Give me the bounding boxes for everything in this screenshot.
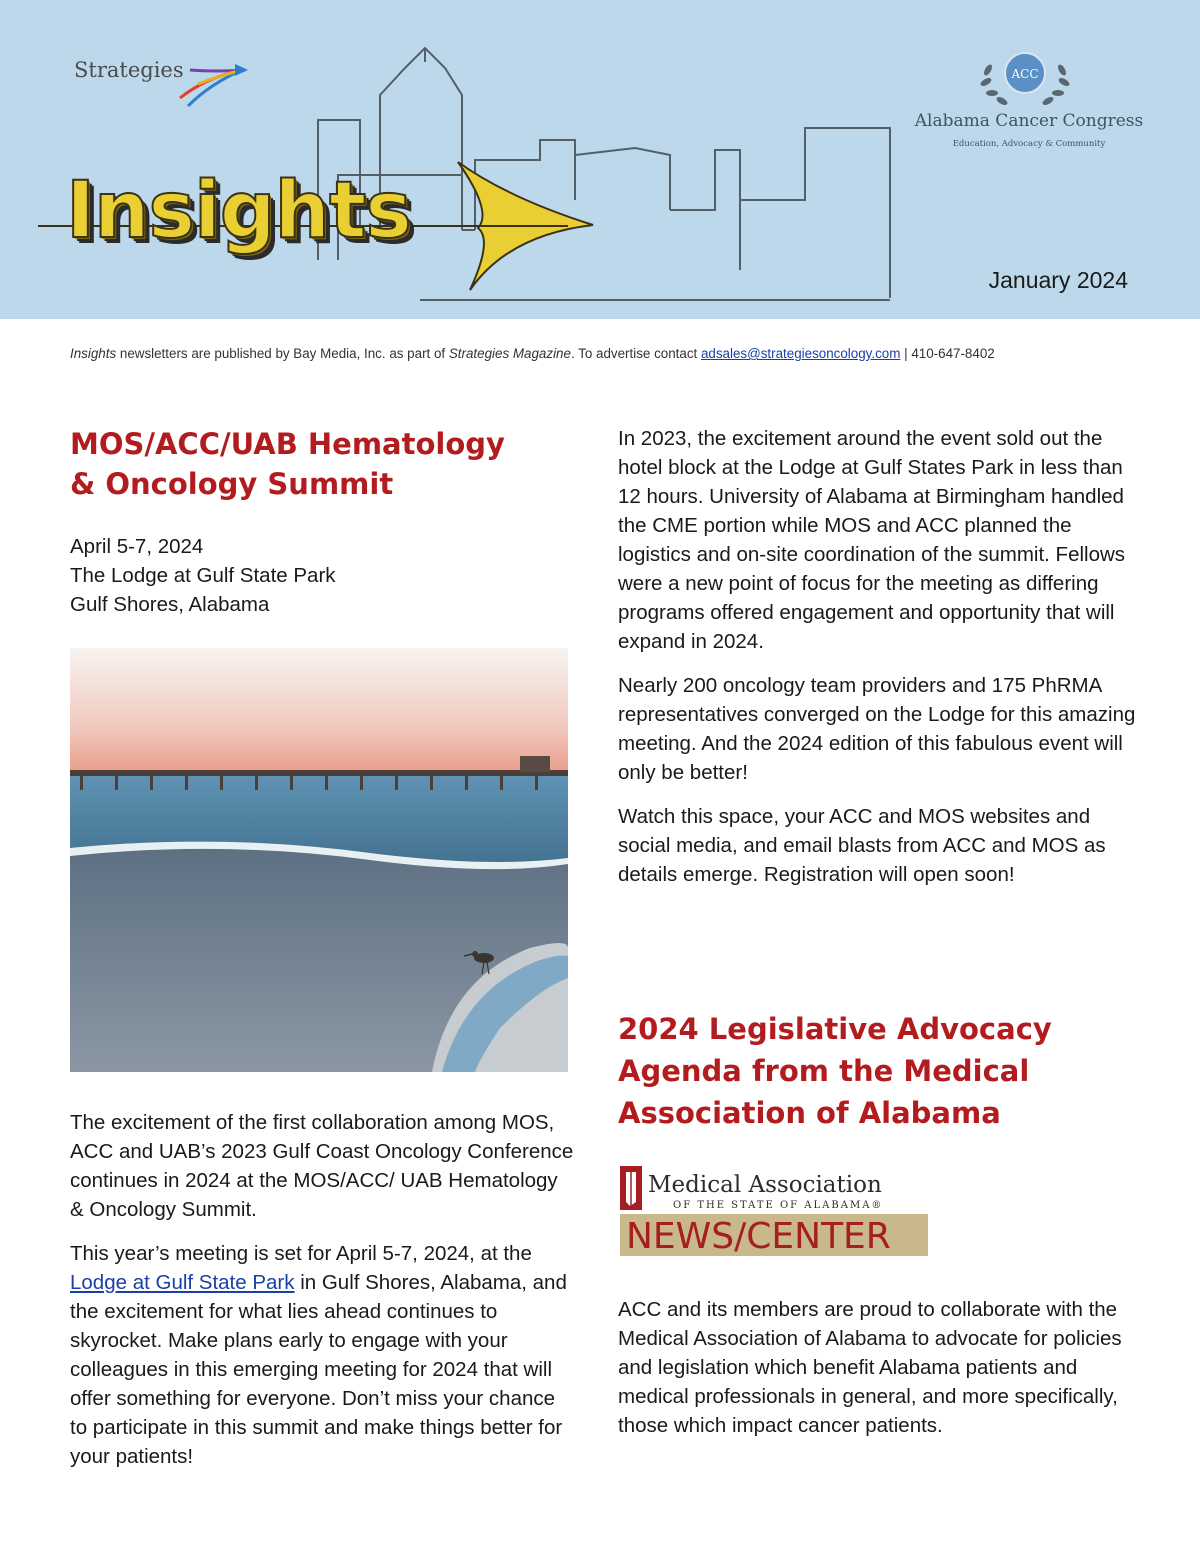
advocacy-headline-line1: 2024 Legislative Advocacy: [618, 1012, 1052, 1046]
summit-body-left: [70, 1108, 575, 1471]
advocacy-headline-line2: Agenda from the Medical: [618, 1054, 1030, 1088]
mas-logo-line2: OF THE STATE OF ALABAMA®: [673, 1200, 884, 1211]
acc-badge-text: ACC: [1011, 67, 1039, 81]
summit-paragraph-2-end: in Gulf Shores, Alabama, and the excitement for what lies ahead continues to skyrocket. Make plans early to engage with your colleagues in this emerging meeting for 2024 that will offer something for everyone. Don’t miss your chance to participate in this summit and make things better for your patients!: [70, 1271, 567, 1468]
acc-tagline: Education, Advocacy & Community: [952, 139, 1106, 149]
medical-association-news-center-logo: [620, 1162, 930, 1262]
publisher-text-2: . To advertise contact: [570, 346, 701, 361]
newsletter-header: [0, 0, 1200, 319]
summit-location: Gulf Shores, Alabama: [70, 593, 270, 616]
mas-logo-line1: Medical Association: [648, 1172, 882, 1198]
summit-paragraph-3: In 2023, the excitement around the event sold out the hotel block at the Lodge at Gulf States Park in less than 12 hours. University of Alabama at Birmingham handled the CME portion while MOS and ACC planned the logistics and on-site coordination of the summit. Fellows were a new point of focus for the meeting as differing programs offered engagement and opportunity that will expand in 2024.: [618, 427, 1126, 653]
summit-paragraph-2: [70, 1239, 575, 1471]
mas-logo-line3: NEWS/CENTER: [626, 1216, 891, 1257]
summit-paragraph-2-start: This year’s meeting is set for April 5-7, 2024, at the: [70, 1242, 532, 1265]
lodge-link[interactable]: Lodge at Gulf State Park: [70, 1271, 295, 1294]
summit-paragraph-5: Watch this space, your ACC and MOS websites and social media, and email blasts from ACC and MOS as details emerge. Registration will open soon!: [618, 805, 1106, 886]
advertising-email-link[interactable]: adsales@strategiesoncology.com: [700, 346, 901, 361]
summit-date: April 5-7, 2024: [70, 535, 204, 558]
issue-date: January 2024: [988, 267, 1128, 293]
strategies-logo-text: Strategies: [74, 58, 184, 82]
summit-headline-line1: MOS/ACC/UAB Hematology: [70, 427, 505, 461]
summit-paragraph-4: Nearly 200 oncology team providers and 175 PhRMA representatives converged on the Lodge for this amazing meeting. And the 2024 edition of this fabulous event will only be better!: [618, 674, 1136, 784]
advocacy-headline-line3: Association of Alabama: [618, 1096, 1001, 1130]
right-column: [618, 424, 1148, 889]
advocacy-paragraph-1: ACC and its members are proud to collaborate with the Medical Association of Alabama to advocate for policies and legislation which benefit Alabama patients and medical professionals in general, and more specifically, those which impact cancer patients.: [618, 1298, 1122, 1437]
article-summit-left-column: [70, 424, 575, 619]
publisher-text-1: newsletters are published by Bay Media, Inc. as part of: [116, 346, 449, 361]
summit-venue: The Lodge at Gulf State Park: [70, 564, 336, 587]
summit-headline: [70, 424, 575, 504]
insights-logo-text: Insights: [66, 166, 411, 256]
advocacy-article: [618, 1008, 1158, 1134]
advocacy-body: [618, 1295, 1153, 1440]
summit-headline-line2: & Oncology Summit: [70, 467, 394, 501]
publisher-note: [70, 346, 1150, 361]
insights-title: Insights: [70, 346, 117, 361]
acc-name: Alabama Cancer Congress: [914, 111, 1144, 131]
magazine-title: Strategies Magazine: [448, 346, 571, 361]
summit-paragraph-1: The excitement of the first collaboration among MOS, ACC and UAB’s 2023 Gulf Coast Oncology Conference continues in 2024 at the MOS/ACC/ UAB Hematology & Oncology Summit.: [70, 1111, 574, 1221]
publisher-text-3: | 410-647-8402: [900, 346, 995, 361]
gulf-state-park-pier-photo: [70, 648, 568, 1072]
advocacy-headline: [618, 1008, 1158, 1134]
acc-laurel-badge-icon: [960, 40, 1090, 120]
